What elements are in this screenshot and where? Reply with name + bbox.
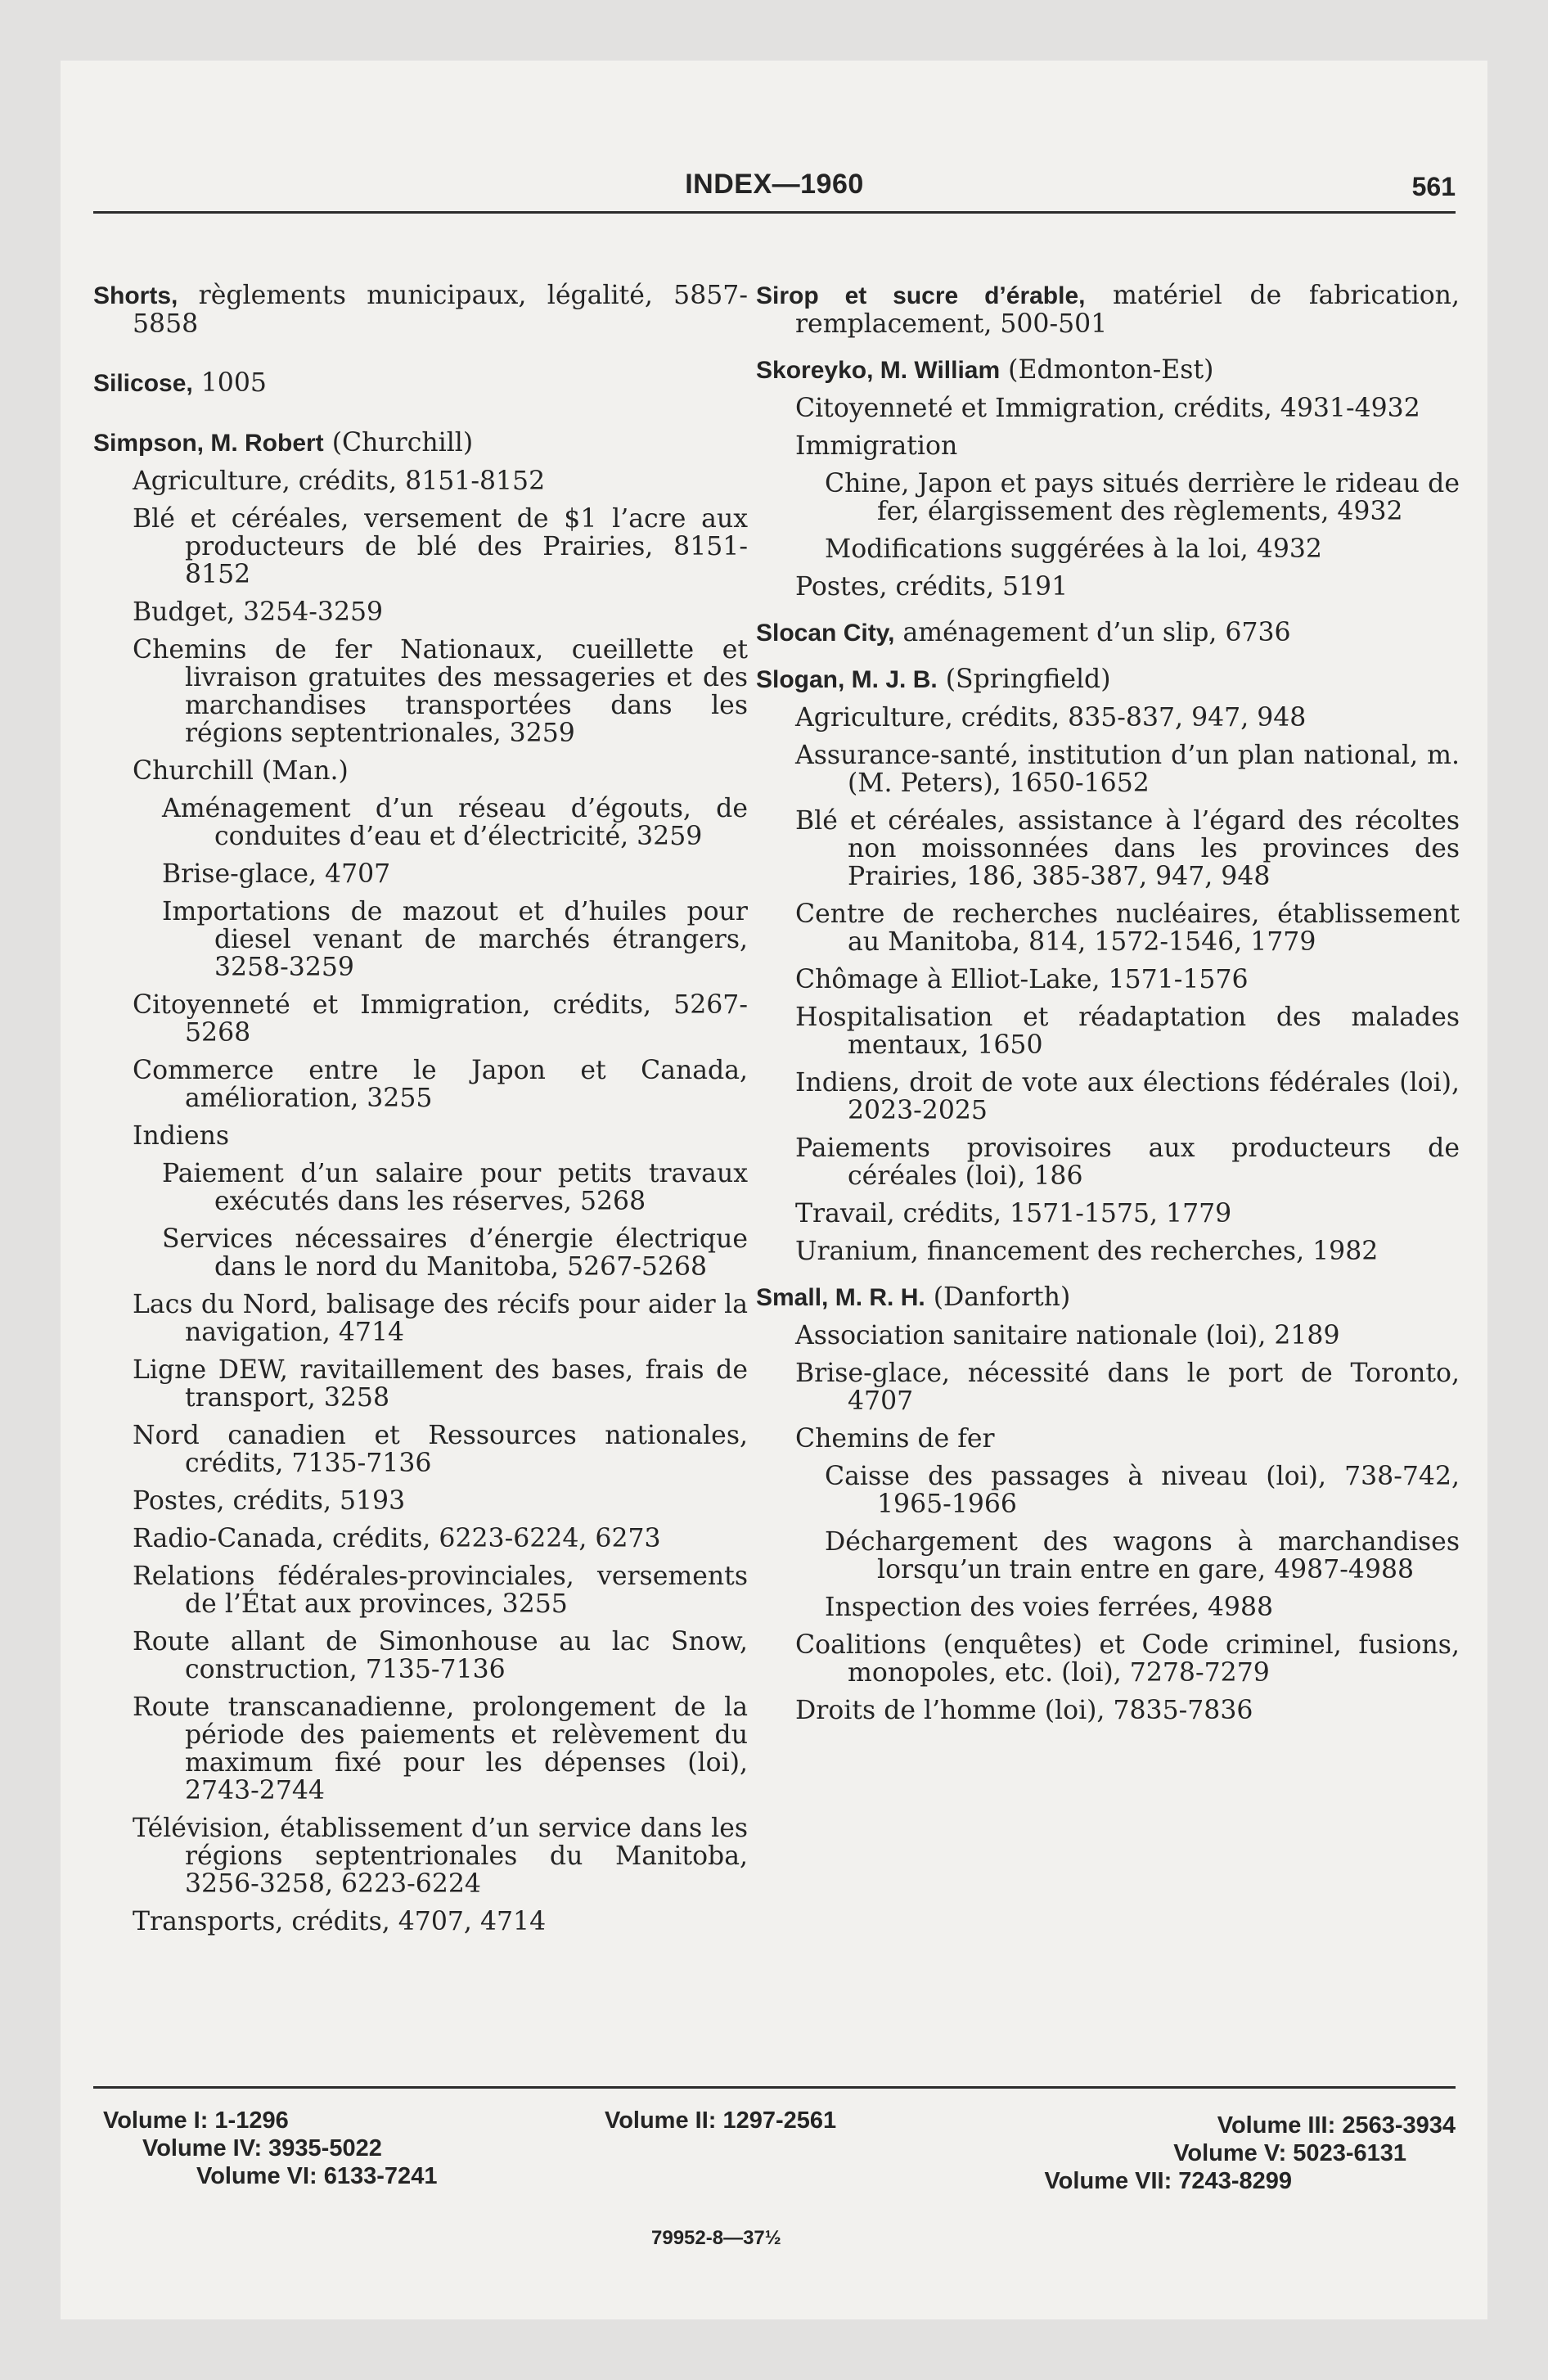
print-job-code: 79952-8—37½ <box>651 2227 781 2249</box>
entry-text: (Danforth) <box>925 1282 1071 1312</box>
subentry: Télévision, établissement d’un service dans les régions septentrionales du Manitoba, 3256-3258, 6223-6224 <box>133 1814 748 1899</box>
subentry: Commerce entre le Japon et Canada, amélioration, 3255 <box>133 1056 748 1113</box>
subentry: Paiements provisoires aux producteurs de céréales (loi), 186 <box>795 1134 1460 1191</box>
entry-heading: Slocan City, <box>756 620 895 647</box>
subentry: Citoyenneté et Immigration, crédits, 5267-5268 <box>133 990 748 1048</box>
subentry: Chemins de fer <box>795 1424 995 1454</box>
entry-heading: Shorts, <box>93 282 178 309</box>
volume-footer <box>93 2086 1456 2249</box>
sub-subentry: Brise-glace, 4707 <box>162 859 391 889</box>
volume-range: Volume IV: 3935-5022 <box>142 2135 382 2161</box>
subentry: Indiens <box>133 1121 230 1151</box>
entry-heading: Simpson, M. Robert <box>93 430 324 457</box>
subentry: Citoyenneté et Immigration, crédits, 4931-4932 <box>795 394 1420 423</box>
sub-subentry: Paiement d’un salaire pour petits travaux exécutés dans les réserves, 5268 <box>162 1159 748 1216</box>
subentry: Lacs du Nord, balisage des récifs pour aider la navigation, 4714 <box>133 1290 748 1347</box>
subentry: Relations fédérales-provinciales, versements de l’État aux provinces, 3255 <box>133 1562 748 1619</box>
entry-heading: Skoreyko, M. William <box>756 357 1001 384</box>
volume-range: Volume II: 1297-2561 <box>605 2107 837 2134</box>
subentry: Agriculture, crédits, 8151-8152 <box>133 467 546 496</box>
subentry: Immigration <box>795 431 958 461</box>
sub-subentry: Modifications suggérées à la loi, 4932 <box>825 534 1322 564</box>
subentry: Coalitions (enquêtes) et Code criminel, fusions, monopoles, etc. (loi), 7278-7279 <box>795 1630 1460 1688</box>
sub-subentry: Aménagement d’un réseau d’égouts, de conduites d’eau et d’électricité, 3259 <box>162 794 748 851</box>
entry-text: (Edmonton-Est) <box>1000 355 1214 385</box>
index-page <box>61 61 1487 2319</box>
entry-text: 1005 <box>192 368 267 398</box>
sub-subentry: Caisse des passages à niveau (loi), 738-742, 1965-1966 <box>825 1462 1460 1519</box>
sub-subentry: Importations de mazout et d’huiles pour diesel venant de marchés étrangers, 3258-3259 <box>162 897 748 982</box>
volume-range: Volume VI: 6133-7241 <box>196 2163 438 2189</box>
index-entry-simpson <box>93 429 748 458</box>
entry-heading: Slogan, M. J. B. <box>756 666 938 693</box>
subentry: Assurance-santé, institution d’un plan national, m. (M. Peters), 1650-1652 <box>795 741 1460 798</box>
sub-subentry: Inspection des voies ferrées, 4988 <box>825 1593 1274 1622</box>
index-column-right <box>756 282 1460 1724</box>
subentry: Uranium, financement des recherches, 1982 <box>795 1237 1379 1266</box>
volume-range: Volume I: 1-1296 <box>103 2107 289 2134</box>
subentry: Transports, crédits, 4707, 4714 <box>133 1907 547 1936</box>
index-entry-skoreyko <box>756 356 1460 385</box>
subentry: Brise-glace, nécessité dans le port de Toronto, 4707 <box>795 1359 1460 1416</box>
entry-text: aménagement d’un slip, 6736 <box>894 618 1291 647</box>
page-number: 561 <box>1411 172 1456 201</box>
subentry: Indiens, droit de vote aux élections fédérales (loi), 2023-2025 <box>795 1068 1460 1125</box>
index-column-left <box>93 282 748 1936</box>
index-entry-silicose <box>93 369 748 398</box>
subentry: Radio-Canada, crédits, 6223-6224, 6273 <box>133 1524 661 1553</box>
subentry: Churchill (Man.) <box>133 756 349 786</box>
subentry: Chemins de fer Nationaux, cueillette et livraison gratuites des messageries et des marchandises transportées dans les régions septentrionales, 3259 <box>133 635 748 748</box>
subentry: Blé et céréales, versement de $1 l’acre aux producteurs de blé des Prairies, 8151-8152 <box>133 504 748 589</box>
sub-subentry: Chine, Japon et pays situés derrière le rideau de fer, élargissement des règlements, 4932 <box>825 469 1460 526</box>
page-header <box>93 165 1456 214</box>
running-head: INDEX—1960 <box>685 169 864 200</box>
entry-heading: Silicose, <box>93 370 193 397</box>
subentry: Route allant de Simonhouse au lac Snow, construction, 7135-7136 <box>133 1627 748 1684</box>
subentry: Centre de recherches nucléaires, établissement au Manitoba, 814, 1572-1546, 1779 <box>795 899 1460 957</box>
subentry: Chômage à Elliot-Lake, 1571-1576 <box>795 965 1249 994</box>
volume-range: Volume III: 2563-3934 <box>1217 2112 1456 2139</box>
volume-range: Volume VII: 7243-8299 <box>1044 2168 1292 2194</box>
subentry: Agriculture, crédits, 835-837, 947, 948 <box>795 703 1307 732</box>
volume-range: Volume V: 5023-6131 <box>1173 2140 1406 2166</box>
subentry: Ligne DEW, ravitaillement des bases, frais de transport, 3258 <box>133 1355 748 1413</box>
subentry: Budget, 3254-3259 <box>133 597 384 627</box>
entry-heading: Small, M. R. H. <box>756 1284 925 1311</box>
subentry: Hospitalisation et réadaptation des malades mentaux, 1650 <box>795 1003 1460 1060</box>
subentry: Blé et céréales, assistance à l’égard des récoltes non moissonnées dans les provinces des Prairies, 186, 385-387, 947, 948 <box>795 806 1460 891</box>
sub-subentry: Déchargement des wagons à marchandises lorsqu’un train entre en gare, 4987-4988 <box>825 1527 1460 1584</box>
subentry: Travail, crédits, 1571-1575, 1779 <box>795 1199 1232 1228</box>
subentry: Route transcanadienne, prolongement de la période des paiements et relèvement du maximum fixé pour les dépenses (loi), 2743-2744 <box>133 1693 748 1805</box>
subentry: Postes, crédits, 5191 <box>795 572 1069 602</box>
index-entry-small <box>756 1283 1460 1312</box>
index-entry-slogan <box>756 665 1460 694</box>
subentry: Droits de l’homme (loi), 7835-7836 <box>795 1696 1253 1725</box>
entry-text: (Churchill) <box>323 428 474 458</box>
sub-subentry: Services nécessaires d’énergie électrique dans le nord du Manitoba, 5267-5268 <box>162 1224 748 1282</box>
subentry: Postes, crédits, 5193 <box>133 1486 406 1516</box>
entry-heading: Sirop et sucre d’érable, <box>756 282 1086 309</box>
index-entry-shorts <box>93 282 748 338</box>
entry-text: matériel de fabrication, remplacement, 500-501 <box>795 281 1460 339</box>
subentry: Association sanitaire nationale (loi), 2189 <box>795 1321 1340 1350</box>
entry-text: (Springfield) <box>937 665 1111 694</box>
index-entry-slocan <box>756 619 1460 647</box>
entry-text: règlements municipaux, légalité, 5857-5858 <box>133 281 748 339</box>
index-entry-sirop <box>756 282 1460 338</box>
subentry: Nord canadien et Ressources nationales, crédits, 7135-7136 <box>133 1421 748 1478</box>
